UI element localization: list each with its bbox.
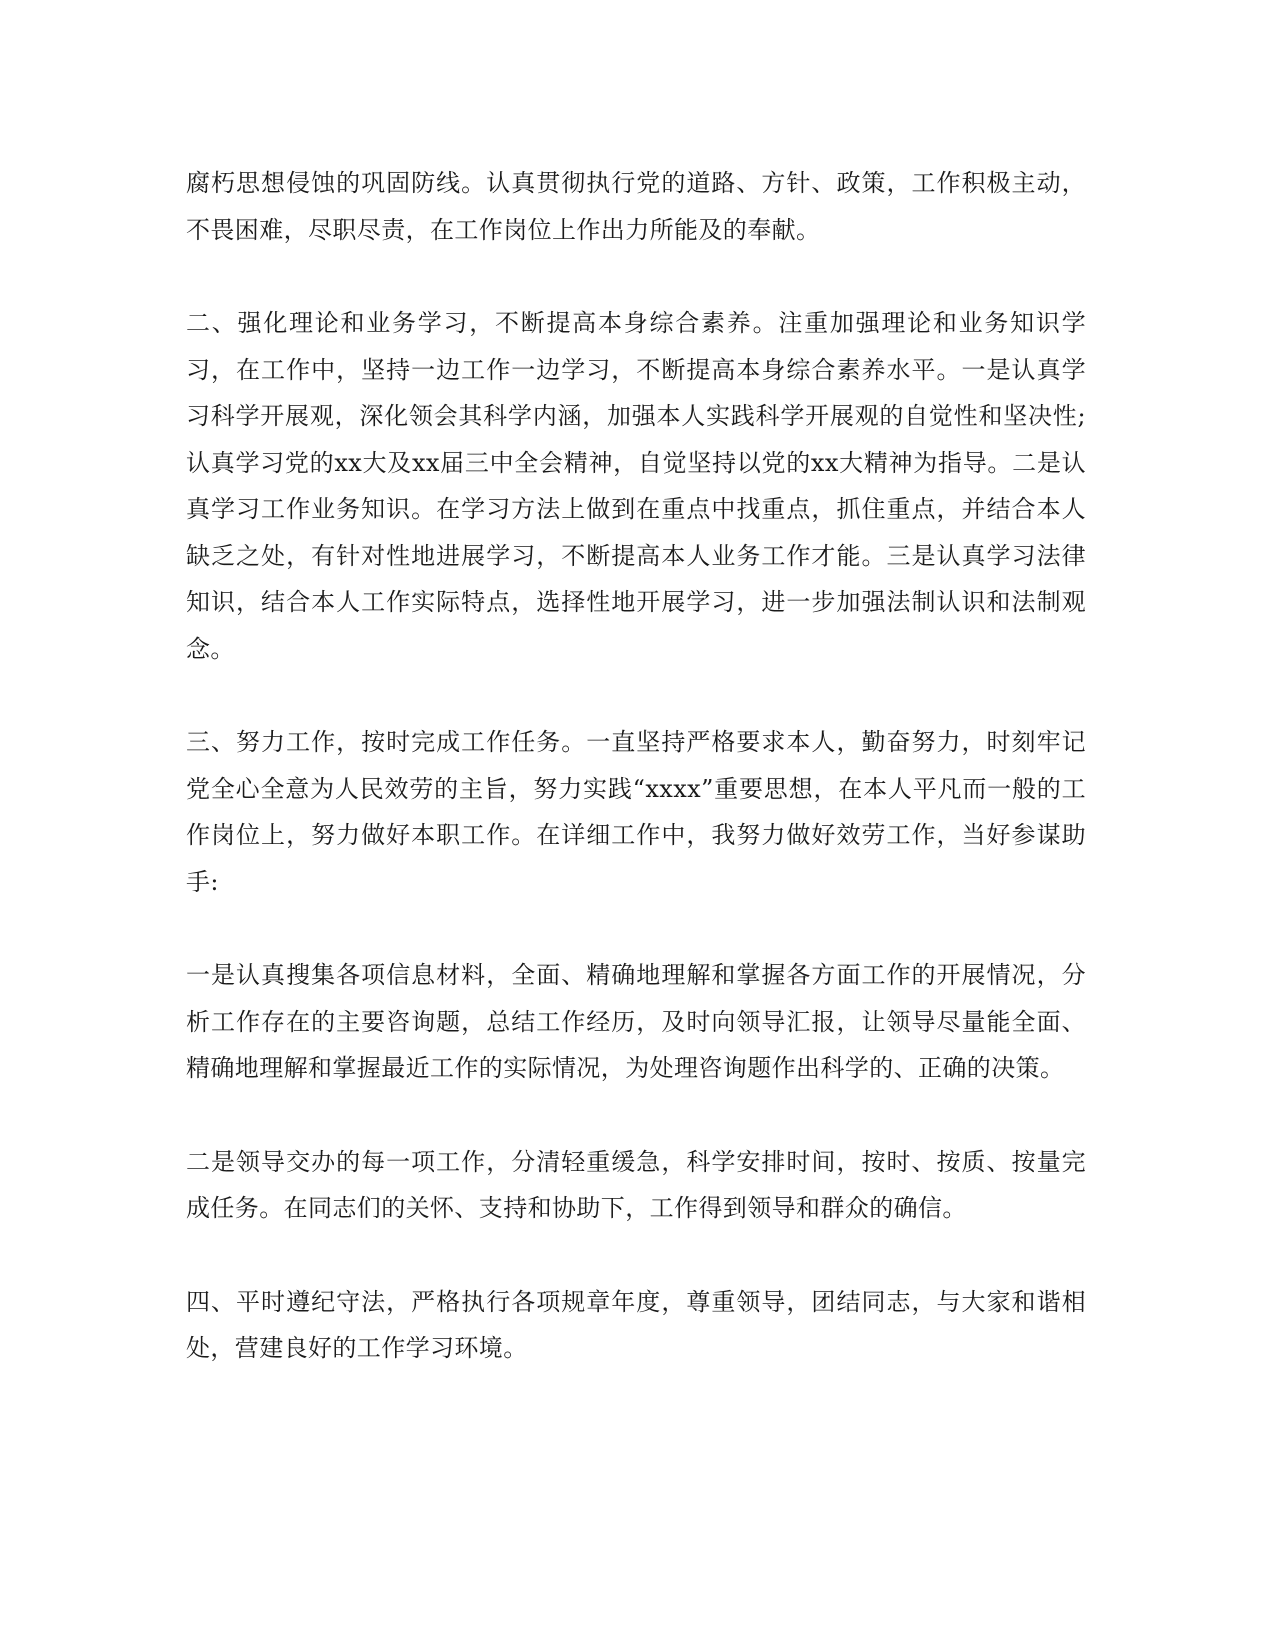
- paragraph-section-three: 三、努力工作，按时完成工作任务。一直坚持严格要求本人，勤奋努力，时刻牢记党全心全意为人民效劳的主旨，努力实践“xxxx”重要思想，在本人平凡而一般的工作岗位上，努力做好本职工作。在详细工作中，我努力做好效劳工作，当好参谋助手:: [186, 728, 1086, 896]
- paragraph-item-one: 一是认真搜集各项信息材料，全面、精确地理解和掌握各方面工作的开展情况，分析工作存在的主要咨询题，总结工作经历，及时向领导汇报，让领导尽量能全面、精确地理解和掌握最近工作的实际情况，为处理咨询题作出科学的、正确的决策。: [186, 961, 1086, 1082]
- paragraph-continuation: 腐朽思想侵蚀的巩固防线。认真贯彻执行党的道路、方针、政策，工作积极主动，不畏困难，尽职尽责，在工作岗位上作出力所能及的奉献。: [186, 169, 1086, 244]
- paragraph-section-two: 二、强化理论和业务学习，不断提高本身综合素养。注重加强理论和业务知识学习，在工作中，坚持一边工作一边学习，不断提高本身综合素养水平。一是认真学习科学开展观，深化领会其科学内涵，加强本人实践科学开展观的自觉性和坚决性;认真学习党的xx大及xx届三中全会精神，自觉坚持以党的xx大精神为指导。二是认真学习工作业务知识。在学习方法上做到在重点中找重点，抓住重点，并结合本人缺乏之处，有针对性地进展学习，不断提高本人业务工作才能。三是认真学习法律知识，结合本人工作实际特点，选择性地开展学习，进一步加强法制认识和法制观念。: [186, 309, 1086, 663]
- paragraph-item-two: 二是领导交办的每一项工作，分清轻重缓急，科学安排时间，按时、按质、按量完成任务。在同志们的关怀、支持和协助下，工作得到领导和群众的确信。: [186, 1147, 1086, 1222]
- document-body: [186, 160, 1086, 1419]
- paragraph-section-four: 四、平时遵纪守法，严格执行各项规章年度，尊重领导，团结同志，与大家和谐相处，营建良好的工作学习环境。: [186, 1287, 1086, 1362]
